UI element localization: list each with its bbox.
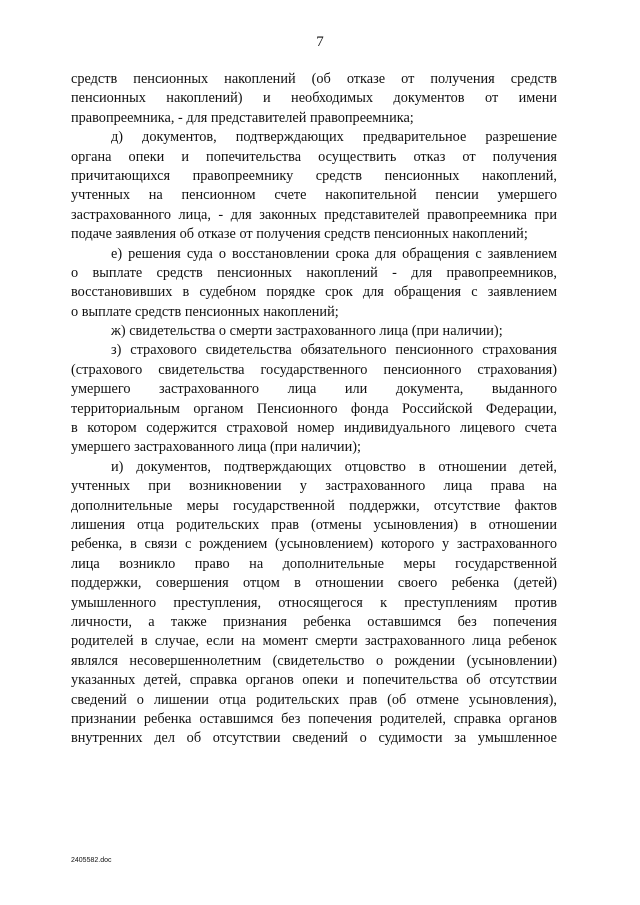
- text-line: дополнительные меры государственной поддержки, отсутствие фактов: [71, 497, 557, 514]
- text-line: о выплате средств пенсионных накоплений - для правопреемников,: [71, 264, 557, 281]
- text-line: (страхового свидетельства государственного пенсионного страхования): [71, 361, 557, 378]
- text-line: д) документов, подтверждающих предварительное разрешение: [111, 129, 557, 146]
- text-line: ребенка, в связи с рождением (усыновлением) которого у застрахованного: [71, 536, 557, 553]
- text-line: родителей в случае, если на момент смерти застрахованного лица ребенок: [71, 633, 557, 650]
- text-line: органа опеки и попечительства осуществить отказ от получения: [71, 148, 557, 165]
- text-line: в котором содержится страховой номер индивидуального лицевого счета: [71, 420, 557, 437]
- text-line: причитающихся правопреемнику средств пенсионных накоплений,: [71, 167, 557, 184]
- text-line: застрахованного лица, - для законных представителей правопреемника при: [71, 206, 557, 223]
- text-line: являлся несовершеннолетним (свидетельство о рождении (усыновлении): [71, 652, 557, 669]
- text-line: и) документов, подтверждающих отцовство в отношении детей,: [111, 458, 557, 475]
- text-line: лишения отца родительских прав (отмены усыновления) в отношении: [71, 516, 557, 533]
- text-line: сведений о лишении отца родительских прав (об отмене усыновления),: [71, 691, 557, 708]
- text-line: признании ребенка оставшимся без попечения родителей, справка органов: [71, 710, 557, 727]
- text-line: внутренних дел об отсутствии сведений о судимости за умышленное: [71, 730, 557, 747]
- text-line: о выплате средств пенсионных накоплений;: [71, 303, 339, 320]
- page-number: 7: [316, 34, 324, 50]
- text-line: учтенных на пенсионном счете накопительной пенсии умершего: [71, 187, 557, 204]
- text-line: умершего застрахованного лица (при наличии);: [71, 439, 361, 456]
- text-line: ж) свидетельства о смерти застрахованного лица (при наличии);: [111, 323, 503, 340]
- text-line: поддержки, совершения отцом в отношении своего ребенка (детей): [71, 575, 557, 592]
- text-line: е) решения суда о восстановлении срока для обращения с заявлением: [111, 245, 557, 262]
- text-line: з) страхового свидетельства обязательного пенсионного страхования: [111, 342, 557, 359]
- text-line: учтенных при возникновении у застрахованного лица права на: [71, 478, 557, 495]
- text-line: указанных детей, справка органов опеки и попечительства об отсутствии: [71, 672, 557, 689]
- text-line: восстановивших в судебном порядке срок для обращения с заявлением: [71, 284, 557, 301]
- text-line: территориальным органом Пенсионного фонда Российской Федерации,: [71, 400, 557, 417]
- footer-filename: 2405582.doc: [71, 857, 112, 864]
- text-line: лица возникло право на дополнительные меры государственной: [71, 555, 557, 572]
- text-line: подаче заявления об отказе от получения средств пенсионных накоплений;: [71, 226, 528, 243]
- text-line: личности, а также признания ребенка оставшимся без попечения: [71, 613, 557, 630]
- text-line: средств пенсионных накоплений (об отказе от получения средств: [71, 71, 557, 87]
- text-line: правопреемника, - для представителей правопреемника;: [71, 109, 414, 126]
- text-line: умершего застрахованного лица или документа, выданного: [71, 381, 557, 398]
- document-body: [71, 70, 557, 749]
- text-line: умышленного преступления, относящегося к преступлениям против: [71, 594, 557, 611]
- text-line: пенсионных накоплений) и необходимых документов от имени: [71, 90, 557, 107]
